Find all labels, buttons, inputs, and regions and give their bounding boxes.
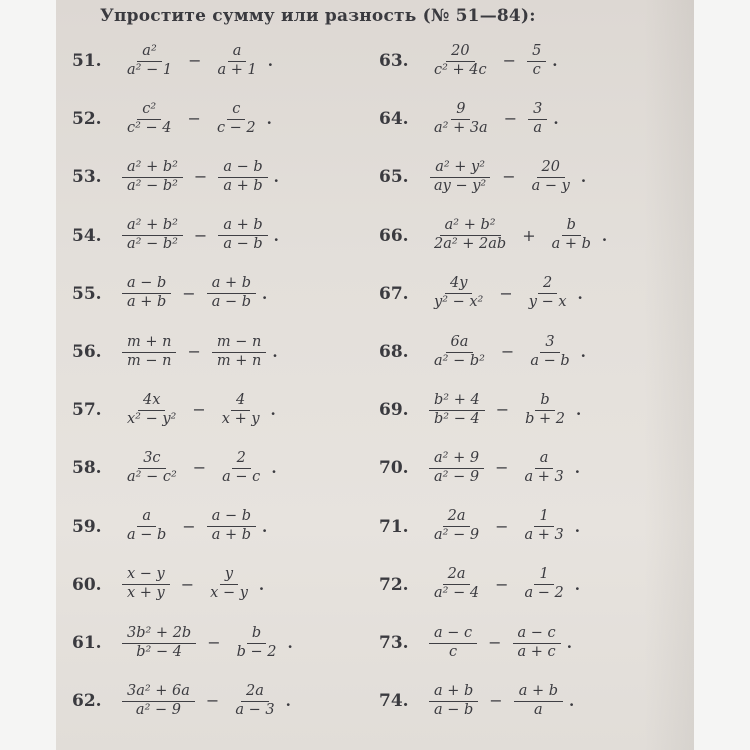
operator-sign: − [495,574,509,594]
second-denominator: a − b [211,294,251,311]
first-denominator: a² − b² [127,177,178,194]
problem-number: 52. [72,109,102,130]
second-fraction [525,334,574,371]
second-denominator: a + b [223,177,263,194]
second-numerator: 20 [537,159,565,178]
second-denominator: a − 3 [235,701,275,718]
operator-sign: − [192,458,207,478]
problem-expression [425,674,574,728]
second-numerator: 4 [231,392,250,411]
terminating-period: . [574,517,580,536]
problem-number: 66. [379,225,409,246]
terminating-period: . [552,52,558,70]
second-numerator: 1 [534,508,553,527]
first-fraction [122,450,182,487]
first-numerator: a² + 9 [429,450,484,469]
second-denominator: a [533,119,543,136]
terminating-period: . [580,168,587,187]
second-numerator: a [228,43,247,62]
problem-74 [379,674,679,734]
first-denominator: y² − x² [434,294,484,311]
second-numerator: b [562,217,581,236]
first-numerator: m + n [122,334,176,353]
second-numerator: a [535,450,554,469]
operator-sign: − [502,167,516,187]
first-numerator: a² + b² [440,217,501,236]
operator-sign: − [192,400,206,420]
problem-number: 60. [72,574,102,595]
operator-sign: − [182,283,196,303]
problem-expression [425,558,580,612]
second-fraction [519,566,568,603]
problem-expression [425,500,580,554]
first-numerator: 6a [446,334,474,353]
first-fraction [429,101,493,138]
first-denominator: c² + 4c [434,61,487,78]
problem-expression [425,150,586,204]
problem-57 [72,383,372,443]
problem-53 [72,150,372,210]
terminating-period: . [574,459,580,478]
problem-number: 71. [379,516,409,537]
operator-sign: − [500,342,515,361]
first-fraction [122,275,171,312]
operator-sign: − [499,283,513,303]
problem-number: 54. [72,225,102,246]
terminating-period: . [270,401,276,420]
second-denominator: a − b [223,236,263,253]
operator-sign: − [488,633,502,652]
operator-sign: − [182,516,196,536]
terminating-period: . [569,692,575,711]
textbook-page [56,0,694,750]
second-numerator: m − n [212,334,266,353]
second-denominator: x + y [221,410,260,427]
first-fraction [429,275,488,312]
second-fraction [519,508,568,545]
second-denominator: c [532,61,541,78]
first-fraction [429,683,478,720]
operator-sign: − [187,342,201,361]
second-fraction [205,566,253,603]
problem-62 [72,674,372,734]
first-numerator: 9 [451,101,470,120]
second-denominator: x − y [210,585,248,602]
first-numerator: a − b [122,275,171,294]
problem-58 [72,441,372,501]
second-fraction [217,450,265,487]
terminating-period: . [577,284,583,303]
first-denominator: a² − 9 [434,468,480,485]
problem-65 [379,150,679,210]
first-numerator: c² [137,101,161,120]
second-numerator: 3 [540,334,559,353]
first-denominator: x + y [127,585,165,602]
second-fraction [527,43,546,80]
second-denominator: a − y [531,177,570,194]
operator-sign: − [502,51,517,70]
first-fraction [122,392,181,429]
problem-63 [379,34,679,94]
problem-54 [72,209,372,269]
problem-expression [118,209,279,263]
first-numerator: 3c [138,450,165,469]
second-denominator: a + 3 [524,468,564,485]
first-fraction [122,625,196,662]
first-denominator: a² − 1 [127,61,173,78]
second-numerator: c [227,101,245,120]
operator-sign: − [180,574,195,594]
operator-sign: − [193,225,208,245]
problem-expression [118,92,272,146]
first-denominator: a − b [127,527,167,544]
problem-number: 61. [72,633,102,653]
first-denominator: a² − 9 [434,527,480,544]
problem-expression [118,616,293,670]
second-fraction [207,508,256,545]
second-fraction [513,625,561,662]
first-numerator: a² [137,43,161,62]
problem-number: 74. [379,691,409,712]
problem-number: 67. [379,283,409,304]
first-denominator: a² − 4 [434,585,480,602]
first-denominator: b² − 4 [434,410,480,427]
operator-sign: − [207,633,221,652]
problem-number: 58. [72,458,102,479]
problem-number: 51. [72,51,102,71]
operator-sign: − [495,458,509,478]
problem-expression [118,267,267,321]
first-denominator: m − n [127,352,172,369]
second-fraction [520,392,570,429]
first-fraction [122,566,170,603]
second-numerator: a − b [218,159,267,178]
second-numerator: 2a [241,683,269,702]
second-numerator: 2 [538,275,557,294]
problem-expression [425,616,572,670]
problem-number: 72. [379,574,409,595]
second-numerator: 3 [528,101,547,120]
first-fraction [429,450,484,487]
problem-expression [118,441,277,495]
second-numerator: a + b [218,217,267,236]
first-denominator: a² − c² [127,468,177,485]
problem-number: 53. [72,167,102,188]
first-numerator: a² + b² [122,217,183,236]
problem-51 [72,34,372,94]
operator-sign: − [188,51,202,70]
problem-number: 69. [379,400,409,421]
second-numerator: b [247,625,266,644]
terminating-period: . [262,517,268,536]
problem-expression [425,92,559,146]
problem-68 [379,325,679,385]
terminating-period: . [271,459,277,478]
problem-67 [379,267,679,327]
problem-number: 68. [379,342,409,362]
second-denominator: m + n [216,352,262,369]
first-denominator: a² − b² [434,352,485,369]
second-numerator: a + b [207,275,256,294]
terminating-period: . [566,634,572,652]
operator-sign: − [495,516,509,536]
second-denominator: a − b [530,352,570,369]
terminating-period: . [272,343,278,361]
page-heading: Упростите сумму или разность (№ 51—84): [100,6,536,26]
first-numerator: 20 [446,43,474,62]
first-fraction [429,43,492,80]
terminating-period: . [285,692,291,711]
second-denominator: a + 1 [217,61,257,78]
second-denominator: b + 2 [525,410,565,427]
problem-72 [379,558,679,618]
second-denominator: a [534,701,543,718]
problem-71 [379,500,679,560]
second-fraction [514,683,563,720]
second-numerator: 5 [527,43,546,62]
first-fraction [429,217,511,254]
terminating-period: . [287,634,293,652]
problem-56 [72,325,372,385]
terminating-period: . [266,110,272,129]
first-numerator: 2a [443,566,471,585]
second-denominator: y − x [528,294,567,311]
problem-number: 65. [379,167,409,188]
operator-sign: − [489,691,503,711]
problem-number: 70. [379,458,409,479]
first-numerator: a² + b² [122,159,183,178]
first-denominator: a² − b² [127,236,178,253]
second-denominator: a + b [551,236,591,253]
second-fraction [217,392,265,429]
second-fraction [218,217,267,254]
second-fraction [218,159,267,196]
second-denominator: a − 2 [524,585,564,602]
problem-66 [379,209,679,269]
first-numerator: 3b² + 2b [122,625,196,644]
second-denominator: a − c [222,468,261,485]
first-numerator: b² + 4 [429,392,485,411]
first-fraction [429,625,477,662]
terminating-period: . [262,284,268,303]
first-numerator: 4x [138,392,165,411]
first-numerator: a² + y² [430,159,490,178]
second-numerator: b [535,392,554,411]
operator-sign: − [205,691,220,711]
terminating-period: . [580,343,586,361]
operator-sign: − [495,400,510,420]
problem-expression [425,441,580,495]
second-fraction [230,683,279,720]
problem-52 [72,92,372,152]
problem-64 [379,92,679,152]
first-numerator: a + b [429,683,478,702]
terminating-period: . [553,110,559,129]
problem-expression [425,267,583,321]
first-fraction [122,217,183,254]
terminating-period: . [273,168,279,187]
second-denominator: b − 2 [236,643,277,660]
first-numerator: a − c [429,625,477,644]
first-fraction [122,43,177,80]
problem-number: 57. [72,400,102,421]
first-numerator: 3a² + 6a [122,683,195,702]
second-fraction [232,625,282,662]
first-fraction [122,508,171,545]
problem-number: 59. [72,516,102,537]
problem-70 [379,441,679,501]
first-fraction [429,392,485,429]
second-fraction [212,334,266,371]
problem-expression [425,209,607,263]
first-fraction [429,566,484,603]
first-denominator: x² − y² [127,410,177,427]
problem-59 [72,500,372,560]
problem-expression [425,34,558,88]
second-fraction [212,43,261,80]
problem-expression [118,558,264,612]
second-denominator: a + c [517,643,556,660]
first-denominator: a + b [127,294,167,311]
first-fraction [429,159,491,196]
problem-number: 64. [379,109,409,130]
terminating-period: . [267,52,273,70]
problem-55 [72,267,372,327]
first-fraction [429,508,484,545]
first-denominator: a² + 3a [434,119,488,136]
terminating-period: . [574,575,580,594]
first-fraction [429,334,490,371]
problem-expression [425,325,586,379]
second-fraction [207,275,256,312]
problem-73 [379,616,679,676]
first-denominator: c² − 4 [127,119,172,136]
first-numerator: 4y [445,275,472,294]
operator-sign: − [187,109,201,129]
second-fraction [519,450,568,487]
problem-60 [72,558,372,618]
second-denominator: a + 3 [524,527,564,544]
first-numerator: a [137,508,156,527]
problem-expression [118,500,267,554]
terminating-period: . [273,226,279,245]
problem-number: 56. [72,342,102,362]
terminating-period: . [601,226,608,245]
first-denominator: ay − y² [434,177,487,194]
problem-number: 73. [379,633,409,653]
problem-expression [118,325,278,379]
problem-number: 55. [72,283,102,304]
second-numerator: a − c [513,625,561,644]
second-fraction [524,275,572,312]
second-numerator: 1 [534,566,553,585]
first-fraction [122,334,176,371]
second-fraction [547,217,596,254]
second-fraction [527,159,575,196]
problem-expression [118,150,279,204]
first-denominator: a − b [434,701,474,718]
terminating-period: . [575,401,582,420]
problem-number: 63. [379,51,409,71]
operator-sign: − [193,167,208,187]
first-numerator: 2a [443,508,471,527]
first-fraction [122,159,183,196]
second-numerator: 2 [232,450,251,469]
terminating-period: . [258,575,265,594]
second-numerator: a − b [207,508,256,527]
second-fraction [212,101,261,138]
second-fraction [528,101,547,138]
second-numerator: a + b [514,683,563,702]
problem-69 [379,383,679,443]
problem-expression [425,383,581,437]
problem-expression [118,34,273,88]
first-fraction [122,683,195,720]
problem-expression [118,674,291,728]
first-denominator: b² − 4 [136,643,182,660]
second-denominator: a + b [211,527,251,544]
operator-sign: + [522,225,536,245]
first-fraction [122,101,177,138]
problem-number: 62. [72,691,102,712]
second-numerator: y [220,566,238,585]
operator-sign: − [503,109,518,129]
first-denominator: c [449,643,458,660]
second-denominator: c − 2 [216,119,256,136]
first-numerator: x − y [122,566,170,585]
first-denominator: 2a² + 2ab [434,236,507,253]
problem-expression [118,383,276,437]
first-denominator: a² − 9 [135,701,181,718]
problem-61 [72,616,372,676]
